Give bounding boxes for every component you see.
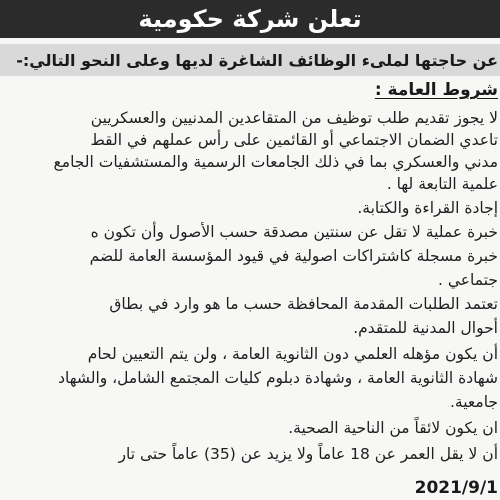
- body-line-8: جتماعي .: [438, 271, 498, 289]
- body-line-5: إجادة القراءة والكتابة.: [357, 199, 498, 217]
- body-line-7: خبرة مسجلة كاشتراكات اصولية في قيود المؤسسة العامة للضم: [89, 247, 498, 265]
- body-line-12: شهادة الثانوية العامة ، وشهادة دبلوم كليات المجتمع الشامل، والشهاد: [58, 369, 498, 387]
- body-line-1: لا يجوز تقديم طلب توظيف من المتقاعدين المدنيين والعسكريين: [90, 109, 498, 127]
- body-line-11: أن يكون مؤهله العلمي دون الثانوية العامة ، ولن يتم التعيين لحام: [87, 345, 498, 363]
- body-line-4: علمية التابعة لها .: [386, 175, 498, 193]
- body-line-9: تعتمد الطلبات المقدمة المحافظة حسب ما هو وارد في بطاق: [109, 295, 498, 313]
- body-line-3: مدني والعسكري بما في ذلك الجامعات الرسمية والمستشفيات الجامع: [53, 153, 498, 171]
- body-line-15: أن لا يقل العمر عن 18 عاماً ولا يزيد عن (35) عاماً حتى تار: [118, 445, 498, 463]
- section-heading-text: شروط العامة :: [374, 80, 498, 100]
- body-line-2: تاعدي الضمان الاجتماعي أو القائمين على رأس عملهم في القط: [90, 131, 498, 149]
- body-line-6: خبرة عملية لا تقل عن سنتين مصدقة حسب الأصول وأن تكون ه: [90, 223, 498, 241]
- ad-title: تعلن شركة حكومية: [138, 5, 362, 33]
- ad-title-bar: [0, 0, 500, 38]
- body-line-10: أحوال المدنية للمتقدم.: [353, 319, 498, 337]
- section-heading: [375, 80, 498, 100]
- body-line-14: ان يكون لائقاً من الناحية الصحية.: [288, 419, 498, 437]
- deadline-date: 2021/9/1: [414, 478, 498, 498]
- body-line-13: جامعية.: [450, 393, 498, 411]
- ad-subtitle-bar: [0, 44, 500, 76]
- ad-subtitle: عن حاجتها لملىء الوظائف الشاغرة لديها وعلى النحو التالي:-: [16, 50, 498, 70]
